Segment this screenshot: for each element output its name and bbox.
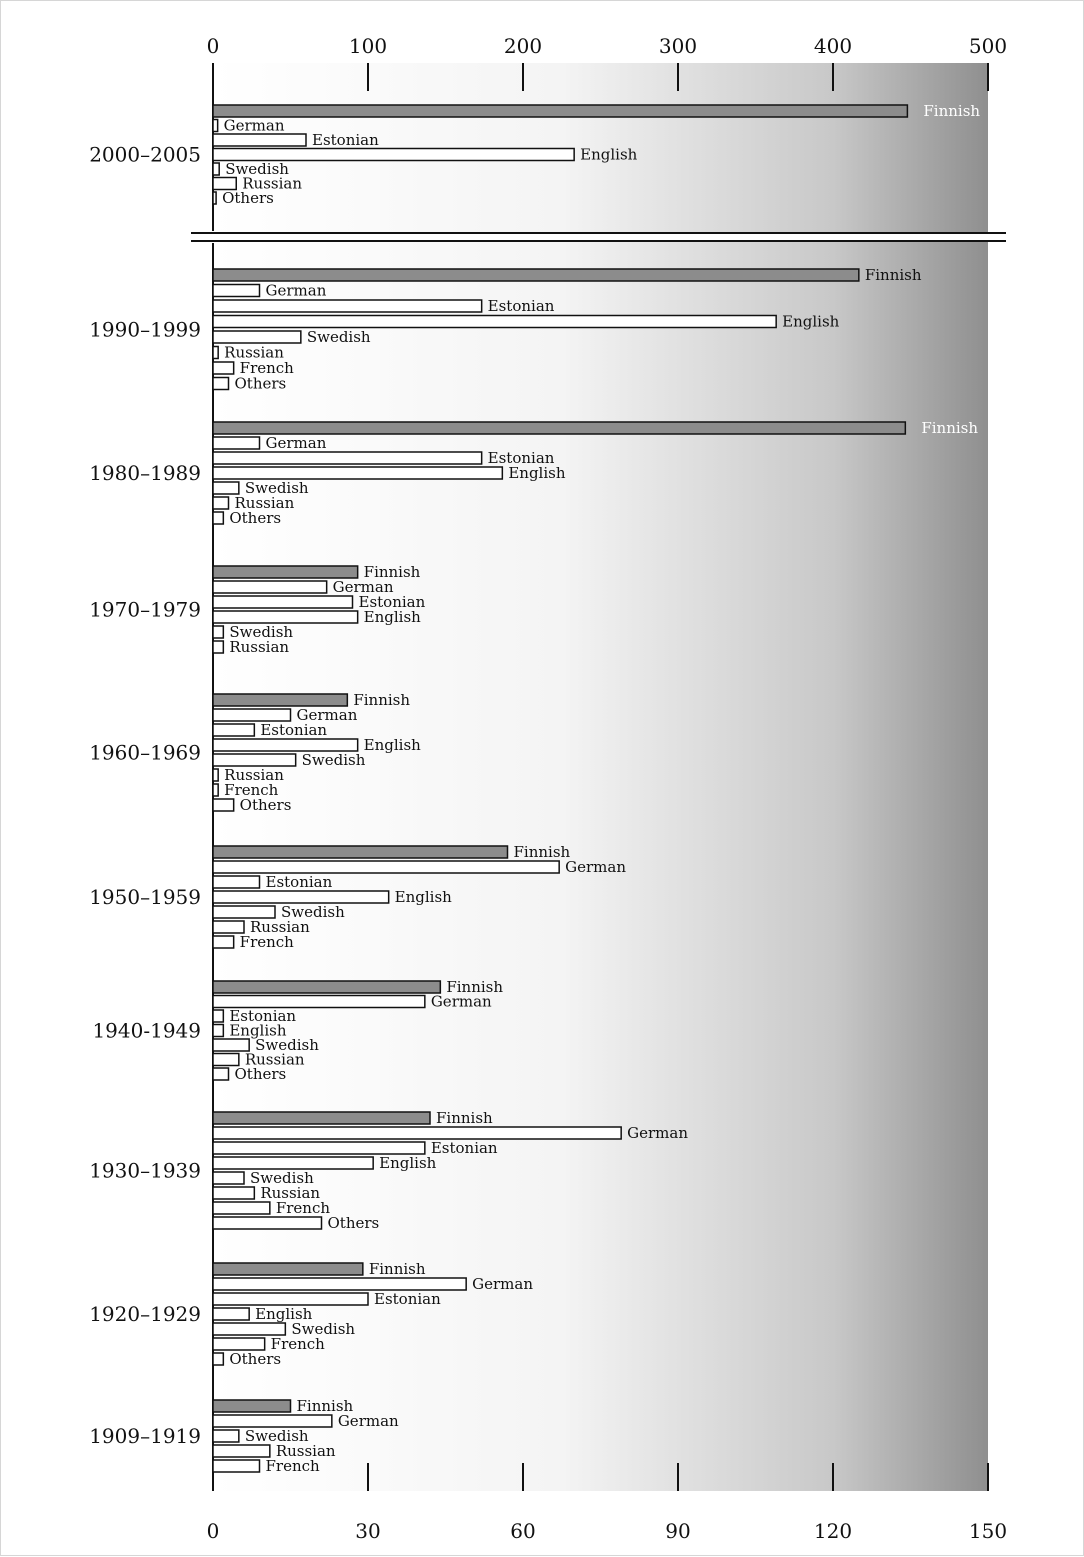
- bar-swedish: [213, 1039, 249, 1051]
- bar-finnish: [213, 1400, 291, 1412]
- bar-swedish: [213, 906, 275, 918]
- bar-german: [213, 437, 260, 449]
- bottom-axis-tick-label: 60: [510, 1519, 536, 1543]
- bar-label-swedish: Swedish: [250, 1169, 314, 1187]
- bar-label-others: Others: [234, 374, 287, 393]
- period-label: 1930–1939: [89, 1158, 201, 1183]
- period-label: 2000–2005: [89, 142, 201, 167]
- bar-swedish: [213, 163, 219, 175]
- bar-others: [213, 192, 216, 204]
- bar-english: [213, 149, 574, 161]
- bar-others: [213, 799, 234, 811]
- bottom-axis-tick-label: 120: [813, 1519, 853, 1543]
- bar-label-russian: Russian: [275, 1442, 336, 1460]
- bar-french: [213, 784, 218, 796]
- bottom-axis-tick-label: 150: [968, 1519, 1008, 1543]
- bar-label-german: German: [223, 116, 285, 135]
- bar-german: [213, 120, 218, 132]
- bottom-axis-tick-label: 30: [355, 1519, 381, 1543]
- bar-label-english: English: [782, 312, 840, 331]
- bar-french: [213, 1202, 270, 1214]
- bar-english: [213, 1157, 373, 1169]
- bar-german: [213, 709, 291, 721]
- bar-label-german: German: [627, 1124, 689, 1142]
- bar-finnish: [213, 846, 508, 858]
- period-label: 1909–1919: [89, 1424, 201, 1448]
- bar-label-english: English: [363, 608, 421, 626]
- bar-german: [213, 581, 327, 593]
- bar-label-swedish: Swedish: [229, 623, 294, 641]
- bar-label-german: German: [337, 1412, 399, 1430]
- bar-russian: [213, 921, 244, 933]
- period-label: 1990–1999: [89, 317, 201, 342]
- bar-label-french: French: [224, 781, 279, 799]
- period-label: 1970–1979: [89, 597, 201, 622]
- bar-label-others: Others: [229, 1350, 282, 1368]
- bar-english: [213, 1308, 249, 1320]
- bar-label-others: Others: [234, 1065, 287, 1083]
- bar-label-english: English: [379, 1154, 437, 1172]
- bar-label-german: German: [265, 434, 327, 452]
- bar-finnish: [213, 1112, 430, 1124]
- bar-estonian: [213, 1142, 425, 1154]
- bar-label-russian: Russian: [260, 1184, 321, 1202]
- top-axis-tick-label: 500: [968, 34, 1008, 58]
- bar-label-finnish: Finnish: [363, 563, 421, 581]
- bar-estonian: [213, 876, 260, 888]
- bar-label-others: Others: [229, 509, 282, 527]
- bar-label-english: English: [255, 1305, 313, 1323]
- bar-label-swedish: Swedish: [255, 1036, 319, 1054]
- bar-label-english: English: [580, 145, 638, 164]
- bar-others: [213, 1353, 223, 1365]
- bar-others: [213, 378, 229, 390]
- bar-label-swedish: Swedish: [244, 479, 309, 497]
- bar-label-russian: Russian: [234, 494, 295, 512]
- bar-english: [213, 467, 502, 479]
- bar-others: [213, 1068, 229, 1080]
- bar-english: [213, 891, 389, 903]
- bar-label-german: German: [430, 992, 492, 1011]
- bar-german: [213, 1278, 466, 1290]
- bar-label-german: German: [472, 1275, 534, 1293]
- bar-label-estonian: Estonian: [312, 131, 379, 149]
- bar-label-english: English: [394, 888, 452, 906]
- bar-others: [213, 1217, 322, 1229]
- bar-label-english: English: [229, 1021, 287, 1040]
- bar-russian: [213, 178, 236, 190]
- bar-swedish: [213, 1172, 244, 1184]
- bar-label-french: French: [265, 1457, 320, 1475]
- bar-label-french: French: [275, 1199, 331, 1217]
- bar-label-finnish: Finnish: [513, 843, 571, 861]
- bar-chart: [1, 1, 1084, 1557]
- bar-finnish: [213, 269, 859, 281]
- bar-english: [213, 1025, 223, 1037]
- bar-label-estonian: Estonian: [358, 593, 426, 611]
- bar-label-swedish: Swedish: [225, 160, 289, 178]
- bar-finnish: [213, 105, 907, 117]
- bar-label-finnish: Finnish: [923, 102, 981, 120]
- bar-estonian: [213, 596, 353, 608]
- bar-label-german: German: [296, 706, 358, 724]
- top-axis-tick-label: 100: [348, 34, 388, 58]
- bottom-axis-tick-label: 0: [206, 1519, 220, 1543]
- bar-label-estonian: Estonian: [229, 1007, 297, 1025]
- bar-label-english: English: [363, 736, 421, 754]
- bar-french: [213, 1460, 260, 1472]
- bar-label-swedish: Swedish: [291, 1320, 356, 1338]
- bar-label-french: French: [239, 933, 294, 951]
- bar-finnish: [213, 694, 347, 706]
- period-label: 1980–1989: [89, 461, 201, 485]
- top-axis-tick-label: 200: [503, 34, 543, 58]
- bar-label-finnish: Finnish: [353, 691, 411, 709]
- bar-swedish: [213, 1430, 239, 1442]
- bar-label-swedish: Swedish: [306, 328, 371, 346]
- bar-label-finnish: Finnish: [368, 1260, 426, 1278]
- bar-label-estonian: Estonian: [487, 449, 555, 467]
- bar-label-russian: Russian: [250, 918, 310, 936]
- bar-label-finnish: Finnish: [446, 978, 504, 996]
- bar-label-others: Others: [222, 189, 274, 207]
- bar-english: [213, 739, 358, 751]
- bar-swedish: [213, 482, 239, 494]
- bar-label-swedish: Swedish: [244, 1427, 309, 1445]
- top-axis-tick-label: 400: [813, 34, 853, 58]
- bar-label-estonian: Estonian: [374, 1290, 441, 1308]
- bar-swedish: [213, 754, 296, 766]
- bar-german: [213, 861, 559, 873]
- bar-russian: [213, 769, 218, 781]
- bar-label-estonian: Estonian: [260, 721, 328, 739]
- bar-label-estonian: Estonian: [265, 873, 333, 891]
- bar-estonian: [213, 1010, 223, 1022]
- bar-swedish: [213, 1323, 285, 1335]
- bar-french: [213, 1338, 265, 1350]
- bar-others: [213, 512, 223, 524]
- top-axis-tick-label: 300: [658, 34, 698, 58]
- bar-russian: [213, 1054, 239, 1066]
- bar-label-estonian: Estonian: [487, 297, 555, 315]
- bar-swedish: [213, 626, 223, 638]
- bar-english: [213, 611, 358, 623]
- period-label: 1950–1959: [89, 885, 201, 909]
- bar-label-swedish: Swedish: [301, 751, 366, 769]
- bar-label-russian: Russian: [244, 1050, 305, 1069]
- top-axis-tick-label: 0: [206, 34, 220, 58]
- bar-german: [213, 285, 260, 297]
- bar-label-german: German: [265, 281, 327, 300]
- bar-label-english: English: [508, 464, 566, 482]
- bar-russian: [213, 497, 229, 509]
- bar-russian: [213, 1445, 270, 1457]
- bar-label-finnish: Finnish: [864, 266, 922, 284]
- bar-label-german: German: [565, 858, 627, 876]
- period-label: 1960–1969: [89, 740, 201, 765]
- bar-german: [213, 1127, 621, 1139]
- bar-label-russian: Russian: [224, 766, 284, 784]
- bar-german: [213, 996, 425, 1008]
- bar-finnish: [213, 422, 905, 434]
- bar-label-russian: Russian: [242, 174, 303, 193]
- bottom-axis-tick-label: 90: [665, 1519, 691, 1543]
- bar-russian: [213, 641, 223, 653]
- bar-estonian: [213, 134, 306, 146]
- bar-swedish: [213, 331, 301, 343]
- bar-label-german: German: [332, 578, 394, 596]
- bar-label-others: Others: [327, 1214, 380, 1232]
- bar-finnish: [213, 566, 358, 578]
- bar-russian: [213, 347, 218, 359]
- bar-label-estonian: Estonian: [430, 1139, 498, 1157]
- bar-estonian: [213, 300, 482, 312]
- bar-label-swedish: Swedish: [281, 903, 345, 921]
- bar-estonian: [213, 724, 254, 736]
- period-label: 1920–1929: [89, 1302, 201, 1326]
- bar-label-russian: Russian: [224, 343, 284, 362]
- period-label: 1940-1949: [92, 1018, 201, 1043]
- bar-finnish: [213, 1263, 363, 1275]
- bar-french: [213, 936, 234, 948]
- bar-label-russian: Russian: [229, 638, 290, 656]
- bar-finnish: [213, 981, 440, 993]
- bar-label-others: Others: [239, 796, 292, 814]
- bar-label-finnish: Finnish: [436, 1109, 493, 1127]
- bar-label-french: French: [270, 1335, 325, 1353]
- bar-russian: [213, 1187, 254, 1199]
- bar-estonian: [213, 452, 482, 464]
- bar-english: [213, 316, 776, 328]
- bar-label-french: French: [239, 359, 294, 377]
- bar-german: [213, 1415, 332, 1427]
- bar-label-finnish: Finnish: [921, 419, 979, 437]
- bar-estonian: [213, 1293, 368, 1305]
- bar-french: [213, 362, 234, 374]
- bar-label-finnish: Finnish: [296, 1397, 354, 1415]
